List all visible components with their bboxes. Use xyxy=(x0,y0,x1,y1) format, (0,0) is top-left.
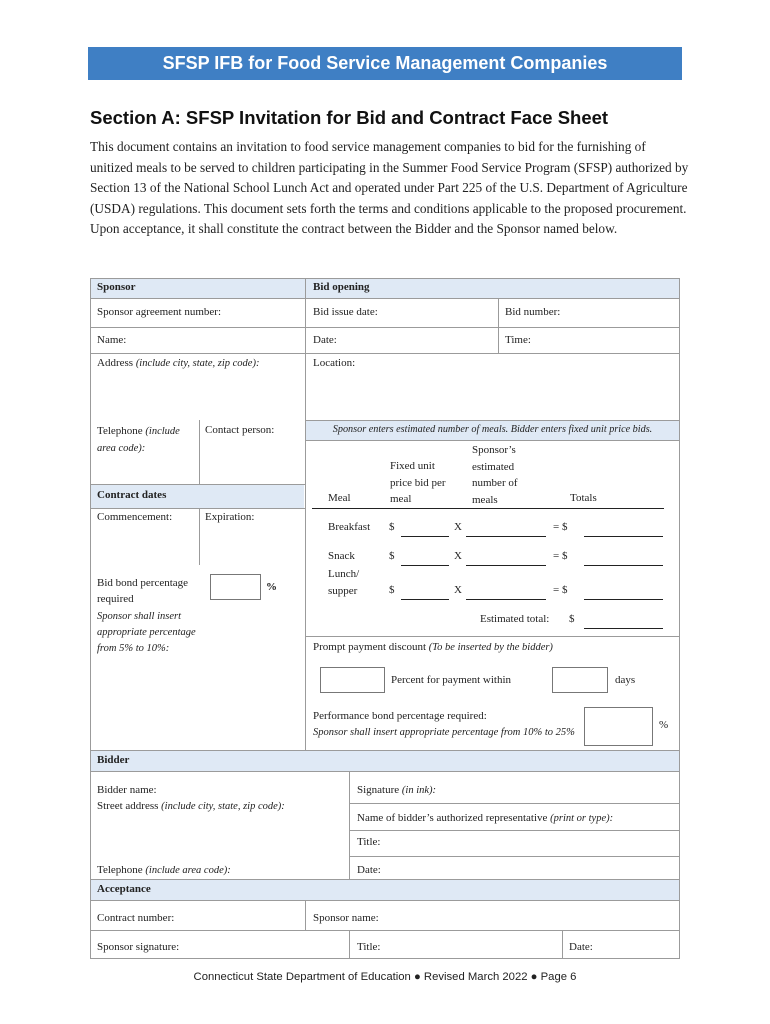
telephone-note: (include area code): xyxy=(97,426,180,454)
table-border-bottom xyxy=(90,958,680,959)
breakfast-price-field[interactable] xyxy=(401,536,449,537)
bid-number-label: Bid number: xyxy=(505,306,561,318)
telephone-label-text: Telephone xyxy=(97,425,143,437)
sponsor-signature-label: Sponsor signature: xyxy=(97,941,180,953)
sponsor-telephone-label xyxy=(97,423,195,457)
discount-percent-input[interactable] xyxy=(320,667,385,693)
meals-header-rule xyxy=(312,508,664,509)
row-line xyxy=(90,327,680,328)
multiply-sign: X xyxy=(454,550,462,562)
row-line xyxy=(90,508,305,509)
bidder-name-label: Bidder name: xyxy=(97,784,157,796)
col-line xyxy=(199,420,200,485)
address-label-text: Address xyxy=(97,357,134,369)
row-line xyxy=(90,900,680,901)
percent-within-label: Percent for payment within xyxy=(391,674,512,686)
contract-number-label: Contract number: xyxy=(97,912,175,924)
performance-bond-input[interactable] xyxy=(584,707,653,746)
sponsor-name-label: Name: xyxy=(97,334,127,346)
multiply-sign: X xyxy=(454,521,462,533)
rep-name-note: (print or type): xyxy=(550,813,614,824)
col-line xyxy=(305,278,306,751)
sponsor-address-label xyxy=(97,357,259,369)
row-line xyxy=(90,930,680,931)
table-border-left xyxy=(90,278,91,959)
row-line xyxy=(90,298,680,299)
sponsor-header: Sponsor xyxy=(97,281,136,293)
bid-issue-date-label: Bid issue date: xyxy=(313,306,378,318)
bidder-header-bg xyxy=(91,751,679,771)
equals-dollar: = $ xyxy=(553,550,568,562)
bid-bond-label: Bid bond percentage required xyxy=(97,577,189,605)
expiration-label: Expiration: xyxy=(205,511,255,523)
multiply-sign: X xyxy=(454,584,462,596)
dollar-sign: $ xyxy=(389,584,395,596)
street-address-text: Street address xyxy=(97,800,159,812)
snack-count-field[interactable] xyxy=(466,565,546,566)
meals-instruction-note: Sponsor enters estimated number of meals. Bidder enters fixed unit price bids. xyxy=(332,424,653,435)
signature-label xyxy=(357,784,436,796)
equals-dollar: = $ xyxy=(553,521,568,533)
price-column-header: Fixed unit price bid per meal xyxy=(390,460,446,505)
estimated-total-dollar: $ xyxy=(569,613,575,625)
street-address-label xyxy=(97,800,285,812)
estimated-total-field[interactable] xyxy=(584,628,663,629)
dollar-sign: $ xyxy=(389,550,395,562)
street-address-note: (include city, state, zip code): xyxy=(161,801,285,812)
bidder-telephone-text: Telephone xyxy=(97,864,143,876)
meal-label: Lunch/ supper xyxy=(328,568,360,597)
lunch-price-field[interactable] xyxy=(401,599,449,600)
breakfast-total-field[interactable] xyxy=(584,536,663,537)
signature-text: Signature xyxy=(357,784,400,796)
row-line xyxy=(349,856,680,857)
location-label: Location: xyxy=(313,357,356,369)
row-line xyxy=(90,879,680,880)
meal-column-header: Meal xyxy=(328,492,351,504)
bid-opening-header: Bid opening xyxy=(313,281,370,293)
acceptance-header: Acceptance xyxy=(97,883,151,895)
row-line xyxy=(90,353,680,354)
totals-column-header: Totals xyxy=(570,492,597,504)
lunch-total-field[interactable] xyxy=(584,599,663,600)
bid-bond-percentage-input[interactable] xyxy=(210,574,261,600)
document-banner: SFSP IFB for Food Service Management Companies xyxy=(88,47,682,80)
contact-person-label: Contact person: xyxy=(205,424,275,436)
acceptance-date-label: Date: xyxy=(569,941,593,953)
row-line xyxy=(305,420,680,421)
bidder-telephone-label xyxy=(97,864,231,876)
breakfast-count-field[interactable] xyxy=(466,536,546,537)
prompt-payment-text: Prompt payment discount xyxy=(313,641,427,653)
contract-dates-header: Contract dates xyxy=(97,489,167,501)
intro-paragraph: This document contains an invitation to food service management companies to bid for the furnishing of unitized meals to be served to children participating in the Summer Food Service Program (SFSP) authorized by Section 13 of the National School Lunch Act and operated under Part 225 of the U.S. Department of Agriculture (USDA) regulations. This document sets forth the terms and conditions applicable to the proposed procurement. Upon acceptance, it shall constitute the contract between the Bidder and the Sponsor named below. xyxy=(90,139,689,237)
row-line xyxy=(305,636,680,637)
row-line xyxy=(305,440,680,441)
dollar-sign: $ xyxy=(389,521,395,533)
col-line xyxy=(349,771,350,880)
bid-bond-percent-sign: % xyxy=(266,581,277,593)
row-line xyxy=(349,803,680,804)
section-title: Section A: SFSP Invitation for Bid and Contract Face Sheet xyxy=(90,107,609,128)
days-label: days xyxy=(615,674,636,686)
row-line xyxy=(90,750,680,751)
performance-bond-label: Performance bond percentage required: xyxy=(313,710,487,722)
sponsor-header-bg xyxy=(91,279,679,298)
bidder-header: Bidder xyxy=(97,754,130,766)
bid-bond-note: Sponsor shall insert appropriate percentage from 5% to 10%: xyxy=(97,611,196,654)
col-line xyxy=(305,900,306,930)
snack-total-field[interactable] xyxy=(584,565,663,566)
col-line xyxy=(562,930,563,959)
rep-name-text: Name of bidder’s authorized representative xyxy=(357,812,548,824)
estimated-total-label: Estimated total: xyxy=(480,613,550,625)
acceptance-title-label: Title: xyxy=(357,941,381,953)
snack-price-field[interactable] xyxy=(401,565,449,566)
payment-days-input[interactable] xyxy=(552,667,608,693)
bidder-telephone-note: (include area code): xyxy=(145,865,231,876)
col-line xyxy=(498,298,499,354)
prompt-payment-note: (To be inserted by the bidder) xyxy=(428,642,553,653)
row-line xyxy=(90,484,305,485)
col-line xyxy=(349,930,350,959)
sponsor-agreement-number-label: Sponsor agreement number: xyxy=(97,306,222,318)
representative-name-label xyxy=(357,812,613,824)
address-note: (include city, state, zip code): xyxy=(135,358,260,369)
col-line xyxy=(199,508,200,565)
meal-label: Snack xyxy=(328,550,355,562)
performance-bond-note: Sponsor shall insert appropriate percentage from 10% to 25% xyxy=(313,727,575,738)
bidder-date-label: Date: xyxy=(357,864,381,876)
meal-label: Breakfast xyxy=(328,521,371,533)
row-line xyxy=(90,771,680,772)
acceptance-header-bg xyxy=(91,880,679,900)
equals-dollar: = $ xyxy=(553,584,568,596)
bidder-title-label: Title: xyxy=(357,836,381,848)
lunch-count-field[interactable] xyxy=(466,599,546,600)
page-footer: Connecticut State Department of Education ● Revised March 2022 ● Page 6 xyxy=(193,971,577,983)
prompt-payment-label xyxy=(313,641,553,653)
row-line xyxy=(349,830,680,831)
estimated-meals-column-header: Sponsor’s estimated number of meals xyxy=(472,444,518,506)
performance-percent-sign: % xyxy=(659,719,669,731)
signature-note: (in ink): xyxy=(401,785,437,796)
bid-date-label: Date: xyxy=(313,334,337,346)
sponsor-name-acceptance-label: Sponsor name: xyxy=(313,912,379,924)
bid-time-label: Time: xyxy=(505,334,531,346)
commencement-label: Commencement: xyxy=(97,511,173,523)
table-border-top xyxy=(90,278,680,279)
